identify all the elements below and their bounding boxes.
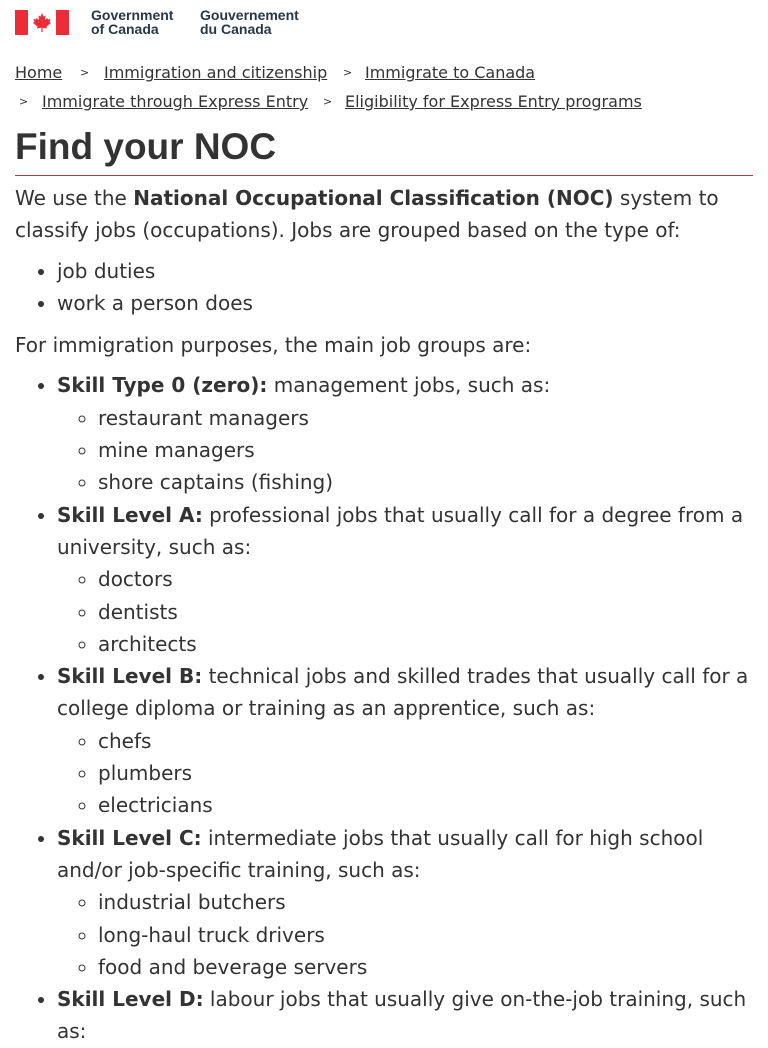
list-item: ◦ industrial butchers [98, 886, 755, 918]
list-item: ◦ architects [98, 628, 755, 660]
group-label: Skill Type 0 (zero): [57, 373, 268, 398]
breadcrumb-item-immigration-and-citizenship[interactable] [104, 63, 327, 83]
group-description: professional jobs that usually call for a degree from a university, such as: [57, 502, 744, 559]
list-item: ◦ shore captains (fishing) [98, 466, 755, 498]
group-description: labour jobs that usually give on-the-job training, such as: [57, 987, 747, 1044]
list-item: ◦ doctors [98, 563, 755, 595]
noc-term: National Occupational Classification (NOC) [133, 186, 614, 210]
gov-fr-line1: Gouvernement [200, 7, 299, 23]
list-item: ◦ food and beverage servers [98, 951, 755, 983]
breadcrumb-separator-icon: > [343, 66, 353, 79]
breadcrumb-link[interactable]: Immigration and citizenship [104, 63, 328, 82]
main-content [15, 182, 755, 1048]
breadcrumb-item-immigrate-to-canada[interactable] [365, 63, 535, 83]
breadcrumb-separator-icon: > [323, 95, 333, 108]
breadcrumb-item-eligibility[interactable] [345, 92, 642, 112]
job-group-skill-type-0 [57, 369, 755, 498]
job-group-skill-level-a [57, 499, 755, 660]
list-item: ◦ electricians [98, 789, 755, 821]
list-item: ◦ long-haul truck drivers [98, 919, 755, 951]
group-label: Skill Level A: [57, 502, 203, 527]
breadcrumb-link[interactable]: Eligibility for Express Entry programs [345, 92, 642, 111]
breadcrumb-link[interactable]: Immigrate through Express Entry [42, 92, 309, 111]
gov-en-line2: of Canada [91, 21, 159, 37]
gov-wordmark-english[interactable] [91, 8, 173, 36]
breadcrumb [0, 50, 768, 118]
list-item: ◦ restaurant managers [98, 402, 755, 434]
list-item: ◦ plumbers [98, 757, 755, 789]
job-groups-list [15, 369, 755, 1047]
page-title: Find your NOC [15, 126, 753, 176]
intro-paragraph [15, 182, 755, 247]
examples-list [57, 725, 755, 822]
examples-list [57, 402, 755, 499]
groups-intro: For immigration purposes, the main job groups are: [15, 333, 532, 358]
intro-text: system to classify jobs (occupations). Jobs are grouped based on the type of: [15, 186, 719, 243]
group-description: management jobs, such as: [267, 373, 551, 398]
gov-en-line1: Government [91, 7, 174, 23]
breadcrumb-link[interactable]: Immigrate to Canada [365, 63, 536, 82]
job-group-skill-level-d [57, 983, 755, 1048]
group-label: Skill Level C: [57, 825, 202, 850]
examples-list [57, 886, 755, 983]
site-header [0, 0, 768, 50]
job-group-skill-level-c [57, 822, 755, 983]
job-group-skill-level-b [57, 660, 755, 821]
list-item: ◦ chefs [98, 725, 755, 757]
list-item: ◦ dentists [98, 596, 755, 628]
breadcrumb-separator-icon: > [19, 95, 29, 108]
canada-flag-icon[interactable] [15, 10, 69, 35]
group-description: technical jobs and skilled trades that usually call for a college diploma or training as an apprentice, such as: [57, 664, 749, 721]
intro-text: We use the [15, 186, 134, 210]
breadcrumb-item-home[interactable] [15, 63, 62, 83]
group-description: intermediate jobs that usually call for high school and/or job-specific training, such as: [57, 825, 704, 882]
type-list [15, 255, 755, 320]
breadcrumb-link[interactable]: Home [15, 63, 63, 82]
list-item: ◦ mine managers [98, 434, 755, 466]
list-item: • work a person does [57, 287, 755, 319]
group-label: Skill Level B: [57, 664, 203, 689]
breadcrumb-item-express-entry[interactable] [42, 92, 308, 112]
gov-wordmark-french[interactable] [200, 8, 299, 36]
breadcrumb-separator-icon: > [80, 66, 90, 79]
examples-list [57, 563, 755, 660]
gov-fr-line2: du Canada [200, 21, 272, 37]
list-item: • job duties [57, 255, 755, 287]
group-label: Skill Level D: [57, 987, 204, 1012]
